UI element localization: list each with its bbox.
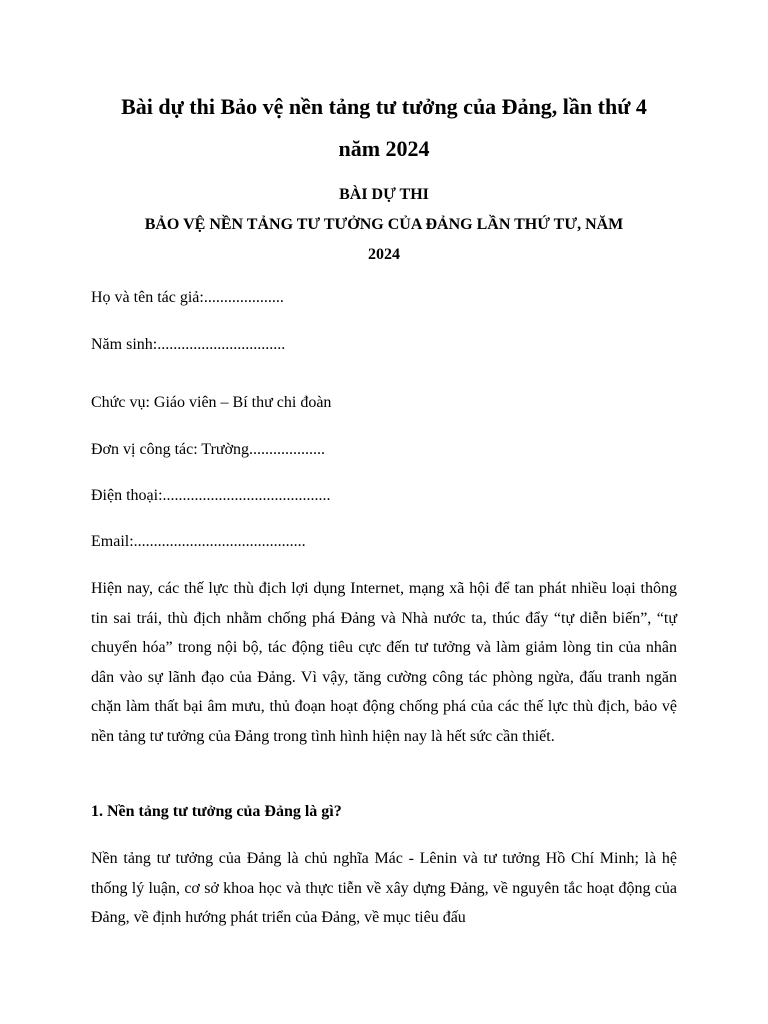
workplace-field: Đơn vị công tác: Trường................... bbox=[91, 441, 326, 458]
birth-year-field: Năm sinh:................................ bbox=[91, 336, 286, 353]
document-title bbox=[70, 86, 698, 170]
entry-heading-line-1: BÀI DỰ THI bbox=[339, 186, 429, 203]
position-field: Chức vụ: Giáo viên – Bí thư chi đoàn bbox=[91, 394, 332, 411]
phone-field: Điện thoại:.......................................... bbox=[91, 487, 331, 504]
document-title-line-2: năm 2024 bbox=[338, 136, 430, 161]
intro-paragraph: Hiện nay, các thế lực thù địch lợi dụng Internet, mạng xã hội để tan phát nhiều loại thông tin sai trái, thù địch nhằm chống phá Đảng và Nhà nước ta, thúc đẩy “tự diễn biến”, “tự chuyển hóa” trong nội bộ, tác động tiêu cực đến tư tưởng và làm giảm lòng tin của nhân dân vào sự lãnh đạo của Đảng. Vì vậy, tăng cường công tác phòng ngừa, đấu tranh ngăn chặn làm thất bại âm mưu, thủ đoạn hoạt động chống phá của các thế lực thù địch, bảo vệ nền tảng tư tưởng của Đảng trong tình hình hiện nay là hết sức cần thiết. bbox=[91, 580, 677, 745]
email-field: Email:........................................... bbox=[91, 533, 306, 550]
section-1-paragraph: Nền tảng tư tưởng của Đảng là chủ nghĩa Mác - Lênin và tư tưởng Hồ Chí Minh; là hệ thống lý luận, cơ sở khoa học và thực tiễn về xây dựng Đảng, về nguyên tắc hoạt động của Đảng, về định hướng phát triển của Đảng, về mục tiêu đấu bbox=[91, 850, 677, 927]
section-1-heading: 1. Nền tảng tư tưởng của Đảng là gì? bbox=[91, 803, 342, 820]
entry-heading-line-3: 2024 bbox=[368, 246, 400, 263]
entry-heading-line-2: BẢO VỆ NỀN TẢNG TƯ TƯỞNG CỦA ĐẢNG LẦN THỨ TƯ, NĂM bbox=[144, 216, 624, 233]
author-field: Họ và tên tác giả:.................... bbox=[91, 289, 284, 306]
document-title-line-1: Bài dự thi Bảo vệ nền tảng tư tưởng của Đảng, lần thứ 4 bbox=[121, 94, 647, 119]
entry-heading bbox=[70, 180, 698, 270]
